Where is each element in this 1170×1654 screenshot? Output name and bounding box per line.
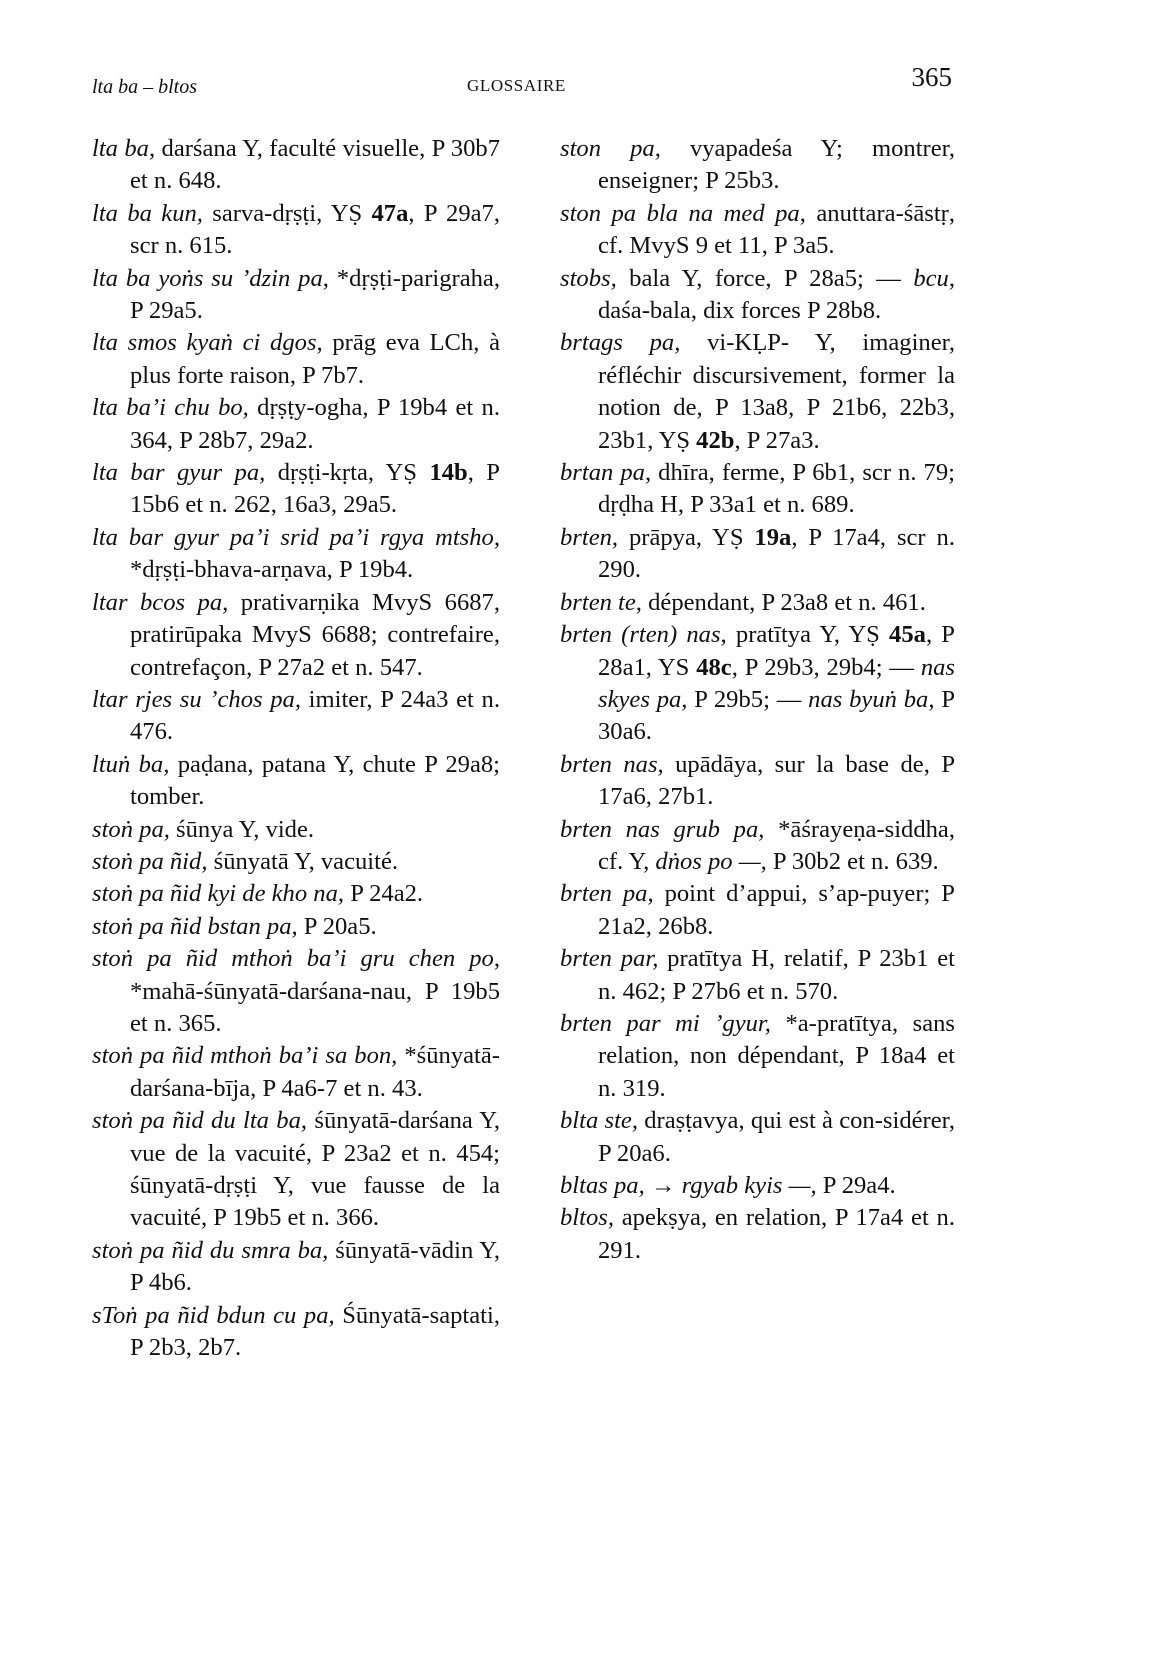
glossary-entry xyxy=(560,457,955,522)
entry-text: , P 17a4, scr n. 290. xyxy=(598,523,955,584)
entry-subterm: bcu, xyxy=(913,264,955,292)
entry-headword: stoṅ pa, xyxy=(92,815,170,843)
entry-text: draṣṭavya, qui est à con-sidérer, P 20a6. xyxy=(598,1107,955,1167)
glossary-entry xyxy=(92,846,500,878)
entry-subterm: nas byuṅ ba, xyxy=(808,685,935,713)
entry-subterm: dṅos po —, xyxy=(655,847,767,875)
glossary-entry xyxy=(560,749,955,814)
page-header xyxy=(92,62,952,102)
entry-text: , P 28a1, YS xyxy=(598,621,955,681)
entry-headword: brten nas, xyxy=(560,750,664,778)
glossary-entry xyxy=(560,1008,955,1105)
glossary-entry xyxy=(560,133,955,198)
entry-text: sarva-dṛṣṭi, YṢ xyxy=(202,199,372,227)
entry-text: → xyxy=(644,1172,682,1199)
entry-text: prativarṇika MvyS 6687, pratirūpaka MvyS 6688; contrefaire, contrefaçon, P 27a2 et n. 547. xyxy=(130,588,500,681)
entry-text: upādāya, sur la base de, P 17a6, 27b1. xyxy=(598,750,956,811)
entry-text: vi-KḶP- Y, imaginer, réfléchir discursivement, former la notion de, P 13a8, P 21b6, 22b3, 23b1, YṢ xyxy=(598,329,955,454)
glossary-entry xyxy=(560,263,955,328)
glossary-entry xyxy=(560,522,955,587)
glossary-entry xyxy=(92,943,500,1040)
glossary-entry xyxy=(560,943,955,1008)
glossary-entry xyxy=(92,392,500,457)
entry-text: dṛṣṭi-kṛta, YṢ xyxy=(265,459,430,487)
entry-headword: ston pa, xyxy=(560,135,661,162)
glossary-entry xyxy=(560,198,955,263)
glossary-entry xyxy=(560,327,955,457)
entry-headword: lta ba’i chu bo, xyxy=(92,394,249,422)
entry-text: *a-pratītya, sans relation, non dépendant, P 18a4 et n. 319. xyxy=(598,1009,955,1102)
entry-headword: stoṅ pa ñid du lta ba, xyxy=(92,1107,308,1135)
entry-subterm: rgyab kyis —, xyxy=(681,1172,817,1199)
entry-headword: brtan pa, xyxy=(560,459,652,487)
glossary-entry xyxy=(560,814,955,879)
entry-text: śūnyatā-darśana Y, vue de la vacuité, P 23a2 et n. 454; śūnyatā-dṛṣṭi Y, vue fausse de la vacuité, P 19b5 et n. 366. xyxy=(130,1107,501,1232)
entry-text: P 20a5. xyxy=(297,912,377,940)
entry-headword: stoṅ pa ñid mthoṅ ba’i gru chen po, xyxy=(92,945,500,973)
entry-reference-bold: 48c xyxy=(696,653,732,681)
glossary-entry xyxy=(560,1170,955,1202)
entry-text: , P 27a3. xyxy=(734,426,820,454)
entry-headword: lta smos kyaṅ ci dgos, xyxy=(92,329,323,357)
glossary-entry xyxy=(92,1300,500,1365)
entry-headword: brten nas grub pa, xyxy=(560,815,765,843)
entry-text: *śūnyatā-darśana-bīja, P 4a6-7 et n. 43. xyxy=(130,1042,500,1102)
glossary-entry xyxy=(560,587,955,619)
glossary-entry xyxy=(92,911,500,943)
entry-reference-bold: 45a xyxy=(889,621,926,649)
entry-text: *āśrayeṇa-siddha, cf. Y, xyxy=(598,815,955,875)
entry-text: pratītya Y, YṢ xyxy=(726,621,890,649)
entry-headword: blta ste, xyxy=(560,1107,638,1135)
entry-headword: brten (rten) nas, xyxy=(560,621,727,649)
glossary-entry xyxy=(560,619,955,749)
entry-headword: bltos, xyxy=(560,1204,614,1232)
entry-headword: brten, xyxy=(560,523,619,551)
entry-text: P 30b2 et n. 639. xyxy=(766,847,939,875)
entry-headword: bltas pa, xyxy=(560,1172,645,1199)
entry-text: P 24a2. xyxy=(344,880,424,908)
running-head: lta ba – bltos xyxy=(92,76,198,98)
entry-headword: stobs, xyxy=(560,264,617,292)
entry-text: śūnyatā-vādin Y, P 4b6. xyxy=(130,1236,501,1297)
entry-headword: brtags pa, xyxy=(560,329,681,357)
entry-headword: brten pa, xyxy=(560,880,654,908)
entry-headword: lta ba, xyxy=(92,135,156,162)
glossary-entry xyxy=(92,198,500,263)
entry-headword: brten par mi ’gyur, xyxy=(560,1009,771,1037)
glossary-entry xyxy=(92,263,500,328)
entry-text: P 29a4. xyxy=(816,1172,896,1199)
entry-text: *dṛṣṭi-bhava-arṇava, P 19b4. xyxy=(130,556,414,584)
glossary-entry xyxy=(92,1040,500,1105)
entry-headword: sToṅ pa ñid bdun cu pa, xyxy=(92,1301,335,1329)
glossary-entry xyxy=(560,878,955,943)
entry-text: prāpya, YṢ xyxy=(618,523,755,551)
glossary-entry xyxy=(92,327,500,392)
entry-text: dhīra, ferme, P 6b1, scr n. 79; dṛḍha H, P 33a1 et n. 689. xyxy=(598,459,955,519)
entry-text: , P 29b3, 29b4; — xyxy=(731,653,921,681)
entry-headword: lta ba yoṅs su ’dzin pa, xyxy=(92,264,329,292)
entry-text: P 30a6. xyxy=(598,685,956,746)
entry-text: paḍana, patana Y, chute P 29a8; tomber. xyxy=(130,750,501,811)
glossary-entry xyxy=(92,457,500,522)
entry-headword: stoṅ pa ñid bstan pa, xyxy=(92,912,298,940)
entry-headword: lta ba kun, xyxy=(92,199,203,227)
glossary-entry xyxy=(92,133,500,198)
entry-headword: ltar bcos pa, xyxy=(92,588,229,616)
entry-text: *mahā-śūnyatā-darśana-nau, P 19b5 et n. 365. xyxy=(130,977,500,1037)
entry-headword: lta bar gyur pa, xyxy=(92,459,266,487)
entry-headword: ltuṅ ba, xyxy=(92,750,170,778)
page-number: 365 xyxy=(911,62,952,92)
entry-text: apekṣya, en relation, P 17a4 et n. 291. xyxy=(598,1204,955,1264)
entry-headword: stoṅ pa ñid kyi de kho na, xyxy=(92,880,345,908)
entry-text: śūnyatā Y, vacuité. xyxy=(207,847,399,875)
entry-headword: ston pa bla na med pa, xyxy=(560,199,806,227)
glossary-entry xyxy=(560,1202,955,1267)
entry-text: point d’appui, s’ap-puyer; P 21a2, 26b8. xyxy=(598,880,955,940)
entry-text: daśa-bala, dix forces P 28b8. xyxy=(598,297,882,325)
glossary-entry xyxy=(92,1235,500,1300)
entry-text: Śūnyatā-saptati, P 2b3, 2b7. xyxy=(130,1301,500,1362)
entry-text: pratītya H, relatif, P 23b1 et n. 462; P 27b6 et n. 570. xyxy=(598,945,955,1005)
entry-headword: stoṅ pa ñid mthoṅ ba’i sa bon, xyxy=(92,1042,398,1070)
entry-headword: stoṅ pa ñid, xyxy=(92,847,208,875)
entry-text: P 29b5; — xyxy=(687,685,809,713)
entry-text: anuttara-śāstṛ, cf. MvyS 9 et 11, P 3a5. xyxy=(598,199,955,260)
entry-text: dépendant, P 23a8 et n. 461. xyxy=(641,588,926,616)
glossary-entry xyxy=(92,522,500,587)
glossary-entry xyxy=(92,749,500,814)
glossary-entry xyxy=(560,1105,955,1170)
entry-headword: brten par, xyxy=(560,945,659,973)
entry-text: śūnya Y, vide. xyxy=(169,815,315,843)
entry-headword: stoṅ pa ñid du smra ba, xyxy=(92,1236,329,1264)
entry-reference-bold: 19a xyxy=(754,523,792,551)
glossary-column-left xyxy=(92,133,500,1364)
entry-text: , P 15b6 et n. 262, 16a3, 29a5. xyxy=(130,459,500,519)
entry-text: vyapadeśa Y; montrer, enseigner; P 25b3. xyxy=(598,135,955,195)
glossary-entry xyxy=(92,684,500,749)
glossary-entry xyxy=(92,587,500,684)
entry-reference-bold: 14b xyxy=(429,459,468,487)
entry-reference-bold: 47a xyxy=(371,199,409,227)
entry-text: imiter, P 24a3 et n. 476. xyxy=(130,685,500,746)
entry-headword: brten te, xyxy=(560,588,642,616)
glossary-entry xyxy=(92,814,500,846)
entry-text: *dṛṣṭi-parigraha, P 29a5. xyxy=(130,264,500,325)
entry-reference-bold: 42b xyxy=(696,426,735,454)
section-title: GLOSSAIRE xyxy=(467,76,566,95)
entry-subterm: nas skyes pa, xyxy=(598,653,955,713)
entry-text: prāg eva LCh, à plus forte raison, P 7b7. xyxy=(130,329,500,389)
glossary-entry xyxy=(92,1105,500,1235)
entry-headword: ltar rjes su ’chos pa, xyxy=(92,685,301,713)
entry-text: bala Y, force, P 28a5; — xyxy=(616,264,914,292)
entry-headword: lta bar gyur pa’i srid pa’i rgya mtsho, xyxy=(92,523,500,551)
entry-text: dṛṣṭy-ogha, P 19b4 et n. 364, P 28b7, 29a2. xyxy=(130,394,500,454)
entry-text: darśana Y, faculté visuelle, P 30b7 et n. 648. xyxy=(130,135,500,195)
glossary-entry xyxy=(92,878,500,910)
glossary-column-right xyxy=(560,133,955,1267)
entry-text: , P 29a7, scr n. 615. xyxy=(130,199,500,260)
